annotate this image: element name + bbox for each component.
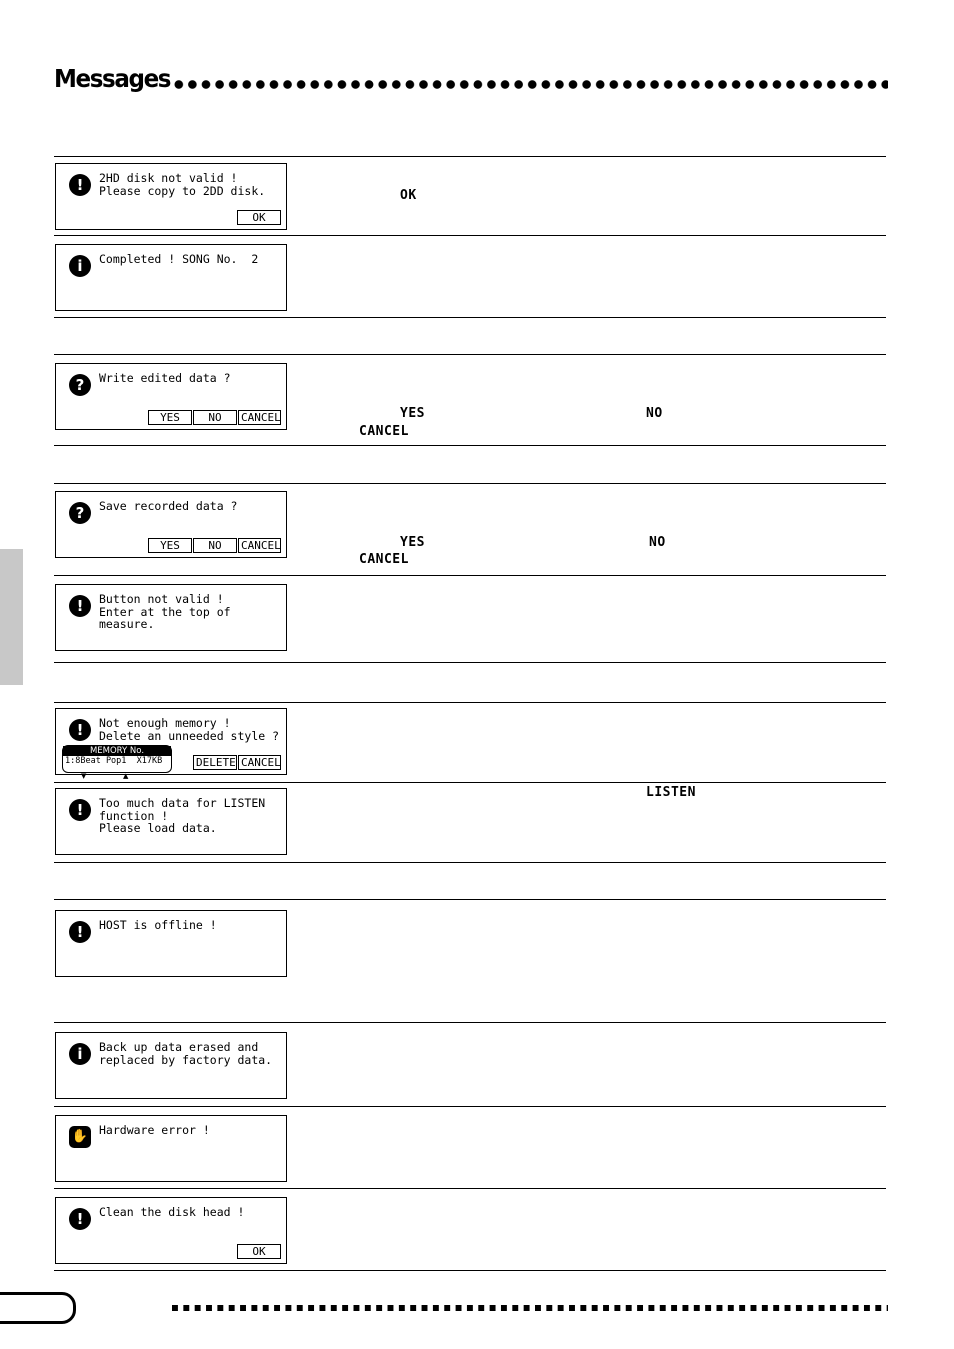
message-text: Back up data erased and replaced by factory data. [99, 1040, 273, 1067]
page-title: Messages [54, 64, 171, 93]
divider [54, 782, 886, 783]
question-icon: ? [69, 502, 91, 524]
alert-icon: ! [69, 174, 91, 196]
keyword-cancel: CANCEL [359, 424, 409, 439]
message-text: Not enough memory ! Delete an unneeded style ? [99, 716, 280, 743]
divider [54, 702, 886, 703]
lcd-message [55, 1115, 287, 1182]
lcd-message [55, 910, 287, 977]
message-text: Completed ! SONG No. 2 [99, 252, 259, 266]
lcd-message [55, 584, 287, 651]
no-button[interactable]: NO [193, 410, 237, 425]
lcd-message [55, 244, 287, 311]
lcd-message [55, 788, 287, 855]
no-button[interactable]: NO [193, 538, 237, 553]
message-text: Button not valid ! Enter at the top of measure. [99, 592, 231, 631]
divider [54, 445, 886, 446]
side-tab [0, 549, 23, 685]
memory-entry-name: 1:8Beat Pop1 [65, 756, 127, 766]
divider [54, 1106, 886, 1107]
message-text: 2HD disk not valid ! Please copy to 2DD disk. [99, 171, 266, 198]
ok-button[interactable]: OK [237, 210, 281, 225]
message-text: Hardware error ! [99, 1123, 210, 1137]
keyword-yes: YES [400, 406, 425, 421]
keyword-ok: OK [400, 188, 417, 203]
arrow-down-icon[interactable]: ▼ [81, 772, 87, 780]
info-icon: i [69, 1043, 91, 1065]
divider [54, 862, 886, 863]
divider [54, 1270, 886, 1271]
title-dot-leader [172, 79, 888, 90]
lcd-message [55, 163, 287, 230]
question-icon: ? [69, 374, 91, 396]
divider [54, 354, 886, 355]
message-text: HOST is offline ! [99, 918, 217, 932]
divider [54, 899, 886, 900]
message-text: Save recorded data ? [99, 499, 238, 513]
divider [54, 317, 886, 318]
yes-button[interactable]: YES [148, 410, 192, 425]
memory-selector[interactable] [62, 745, 172, 780]
divider [54, 662, 886, 663]
alert-icon: ! [69, 719, 91, 741]
message-text: Clean the disk head ! [99, 1205, 245, 1219]
keyword-cancel: CANCEL [359, 552, 409, 567]
message-text: Too much data for LISTEN function ! Please load data. [99, 796, 266, 835]
alert-icon: ! [69, 1208, 91, 1230]
lcd-message [55, 1032, 287, 1099]
divider [54, 1188, 886, 1189]
ok-button[interactable]: OK [237, 1244, 281, 1259]
cancel-button[interactable]: CANCEL [238, 755, 281, 770]
divider [54, 235, 886, 236]
alert-icon: ! [69, 799, 91, 821]
message-text: Write edited data ? [99, 371, 231, 385]
keyword-no: NO [646, 406, 663, 421]
cancel-button[interactable]: CANCEL [238, 410, 281, 425]
memory-entry-size: X17KB [136, 756, 163, 766]
alert-icon: ! [69, 921, 91, 943]
divider [54, 156, 886, 157]
alert-icon: ! [69, 595, 91, 617]
keyword-yes: YES [400, 535, 425, 550]
stop-hand-icon: ✋ [69, 1126, 91, 1148]
keyword-no: NO [649, 535, 666, 550]
lcd-message [55, 363, 287, 430]
footer-dash-leader [172, 1305, 888, 1311]
divider [54, 1022, 886, 1023]
lcd-message [55, 708, 287, 780]
lcd-message [55, 1197, 287, 1264]
memory-entry [63, 756, 171, 766]
delete-button[interactable]: DELETE [193, 755, 237, 770]
yes-button[interactable]: YES [148, 538, 192, 553]
info-icon: i [69, 255, 91, 277]
arrow-up-icon[interactable]: ▲ [123, 772, 129, 780]
divider [54, 483, 886, 484]
divider [54, 575, 886, 576]
lcd-message [55, 491, 287, 558]
keyword-listen: LISTEN [646, 785, 696, 800]
cancel-button[interactable]: CANCEL [238, 538, 281, 553]
page-number-tab [0, 1292, 76, 1324]
memory-header: MEMORY No. [63, 746, 171, 756]
